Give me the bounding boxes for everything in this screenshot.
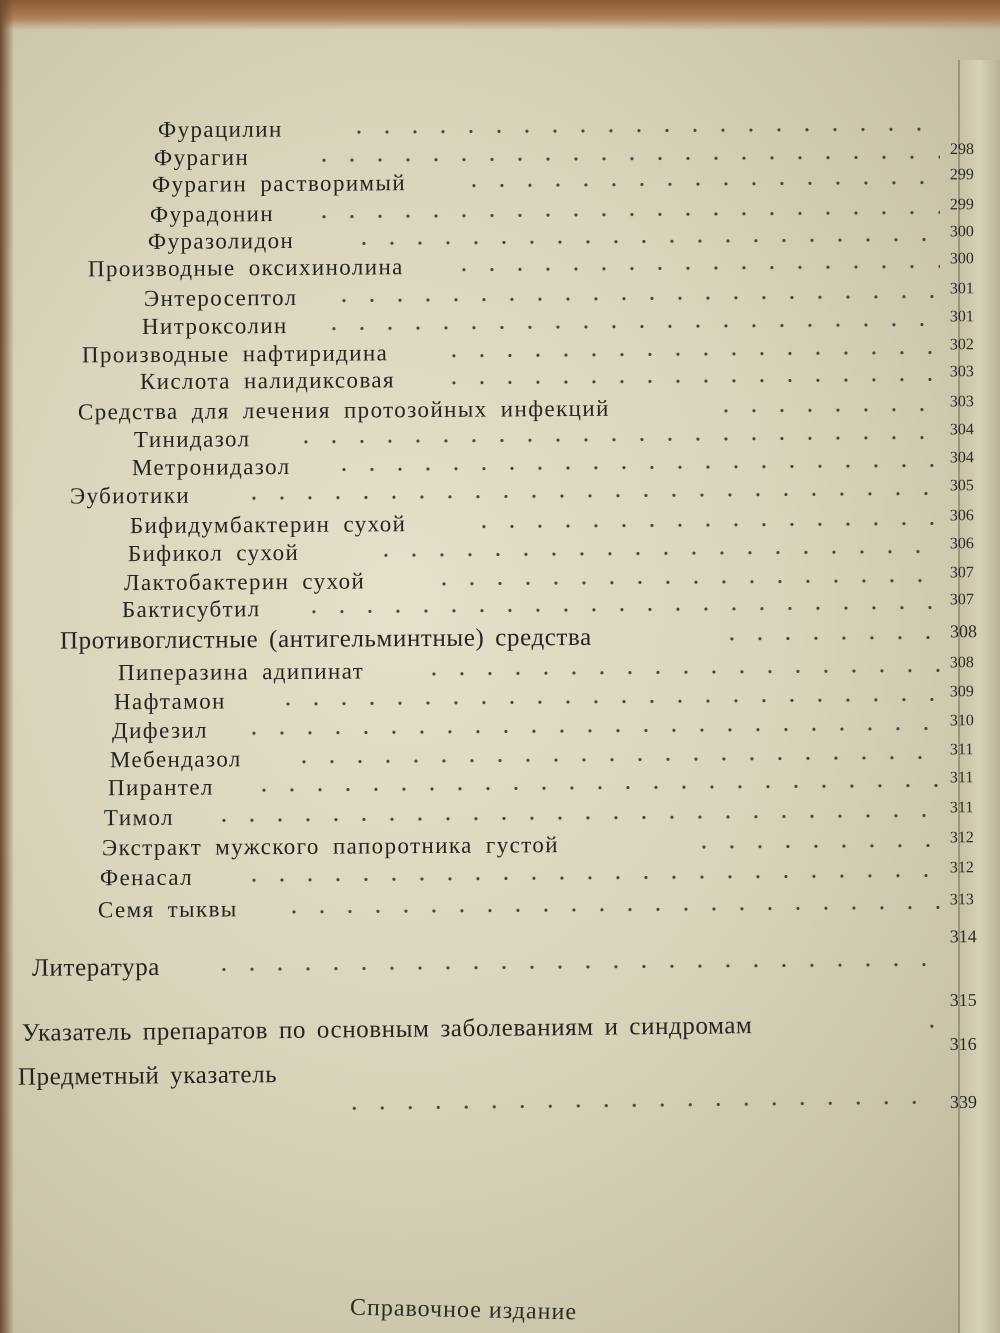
dot-leader — [712, 407, 940, 413]
dot-leader — [372, 549, 940, 557]
dot-leader — [420, 668, 940, 676]
dot-leader — [240, 491, 940, 500]
toc-page-number: 339 — [949, 1091, 977, 1113]
toc-label: Производные нафтиридина — [81, 340, 389, 368]
toc-label: Противоглистные (антигельминтные) средства — [59, 623, 592, 655]
toc-page-number: 308 — [949, 654, 974, 672]
toc-page-number: 307 — [949, 564, 974, 582]
toc-page-number: 312 — [949, 829, 974, 847]
toc-page-number: 306 — [949, 507, 974, 525]
dot-leader — [280, 905, 940, 914]
toc-page-number: 303 — [949, 393, 974, 411]
toc-label: Мебендазол — [109, 746, 242, 773]
toc-page-number: 299 — [949, 196, 974, 214]
toc-page-number: 300 — [949, 250, 974, 268]
toc-label: Бификол сухой — [127, 539, 300, 567]
toc-page-number: 312 — [949, 859, 974, 877]
dot-leader — [240, 726, 940, 735]
toc-page-number: 301 — [949, 308, 974, 326]
toc-page-number: 305 — [949, 477, 974, 495]
dot-leader — [330, 463, 940, 471]
toc-page-number: 316 — [949, 1033, 977, 1055]
toc-label: Тинидазол — [133, 426, 251, 453]
toc-label: Бифидумбактерин сухой — [129, 511, 407, 539]
toc-label: Нафтамон — [113, 688, 226, 715]
toc-label: Пирантел — [107, 774, 214, 801]
toc-entry — [0, 926, 1000, 995]
toc-label: Фурацилин — [157, 116, 283, 143]
toc-page-number: 298 — [949, 140, 974, 159]
toc-label: Метронидазол — [131, 453, 291, 481]
toc-label: Указатель препаратов по основным заболеваниям и синдромам — [21, 1012, 753, 1047]
toc-label: Фенасал — [99, 864, 194, 891]
dot-leader — [718, 635, 940, 641]
dot-leader — [345, 127, 945, 134]
toc-page-number: 308 — [949, 621, 977, 642]
dot-leader — [300, 605, 940, 613]
dot-leader — [440, 377, 940, 384]
toc-label: Семя тыквы — [97, 896, 238, 923]
toc-label: Бактисубтил — [121, 596, 261, 623]
dot-leader — [274, 697, 940, 706]
toc-label: Фурагин — [153, 144, 250, 171]
toc-label: Средства для лечения протозойных инфекций — [77, 395, 610, 425]
toc-label: Лактобактерин сухой — [123, 568, 366, 596]
toc-label: Нитроксолин — [141, 312, 288, 340]
dot-leader — [450, 264, 940, 271]
toc-label: Экстракт мужского папоротника густой — [101, 832, 560, 861]
toc-page-number: 302 — [949, 336, 974, 354]
dot-leader — [210, 962, 940, 971]
dot-leader — [460, 180, 940, 187]
dot-leader — [330, 294, 940, 302]
toc-page-number: 304 — [949, 449, 974, 467]
dot-leader — [310, 210, 940, 218]
toc-page-number: 311 — [949, 769, 974, 787]
dot-leader — [320, 322, 940, 330]
toc-label: Литература — [31, 953, 161, 982]
toc-page-number: 309 — [949, 683, 974, 701]
toc-page-number: 306 — [949, 535, 974, 553]
toc-page-number: 310 — [949, 712, 974, 730]
dot-leader — [350, 237, 940, 245]
toc-label: Кислота налидиксовая — [139, 367, 396, 395]
toc-label: Эубиотики — [69, 482, 191, 509]
toc-page-number: 303 — [949, 363, 974, 381]
toc-label: Дифезил — [111, 717, 209, 744]
toc-entry — [0, 989, 1000, 1060]
toc-page-number: 314 — [949, 926, 977, 947]
footer-caption: Справочное издание — [349, 1294, 578, 1326]
toc-page-number: 307 — [949, 591, 974, 609]
toc-label: Пиперазина адипинат — [117, 658, 365, 686]
toc-label: Тимол — [103, 804, 175, 831]
toc-entry — [0, 891, 1000, 938]
toc-page-number: 300 — [949, 223, 974, 241]
dot-leader — [470, 521, 940, 528]
dot-leader — [440, 350, 940, 357]
dot-leader — [240, 873, 940, 882]
toc-page-number: 299 — [949, 166, 974, 184]
toc-page-number: 315 — [949, 989, 977, 1011]
toc-label: Предметный указатель — [17, 1061, 278, 1091]
toc-label: Фуразолидон — [147, 227, 295, 254]
dot-leader — [430, 578, 940, 586]
dot-leader — [290, 755, 940, 764]
toc-label: Фурагин растворимый — [151, 170, 407, 197]
toc-page-number: 311 — [949, 741, 974, 759]
dot-leader — [292, 435, 940, 444]
toc-label: Энтеросептол — [143, 284, 298, 311]
dot-leader — [210, 813, 940, 822]
toc-page-number: 311 — [949, 799, 974, 817]
toc-label: Производные оксихинолина — [87, 254, 404, 282]
toc-page-number: 313 — [949, 891, 974, 909]
toc-label: Фурадонин — [149, 201, 275, 227]
dot-leader — [918, 1024, 942, 1028]
toc-page-number: 304 — [949, 421, 974, 439]
dot-leader — [250, 783, 940, 792]
dot-leader — [690, 843, 940, 849]
toc-page-number: 301 — [949, 280, 974, 298]
dot-leader — [310, 155, 940, 162]
